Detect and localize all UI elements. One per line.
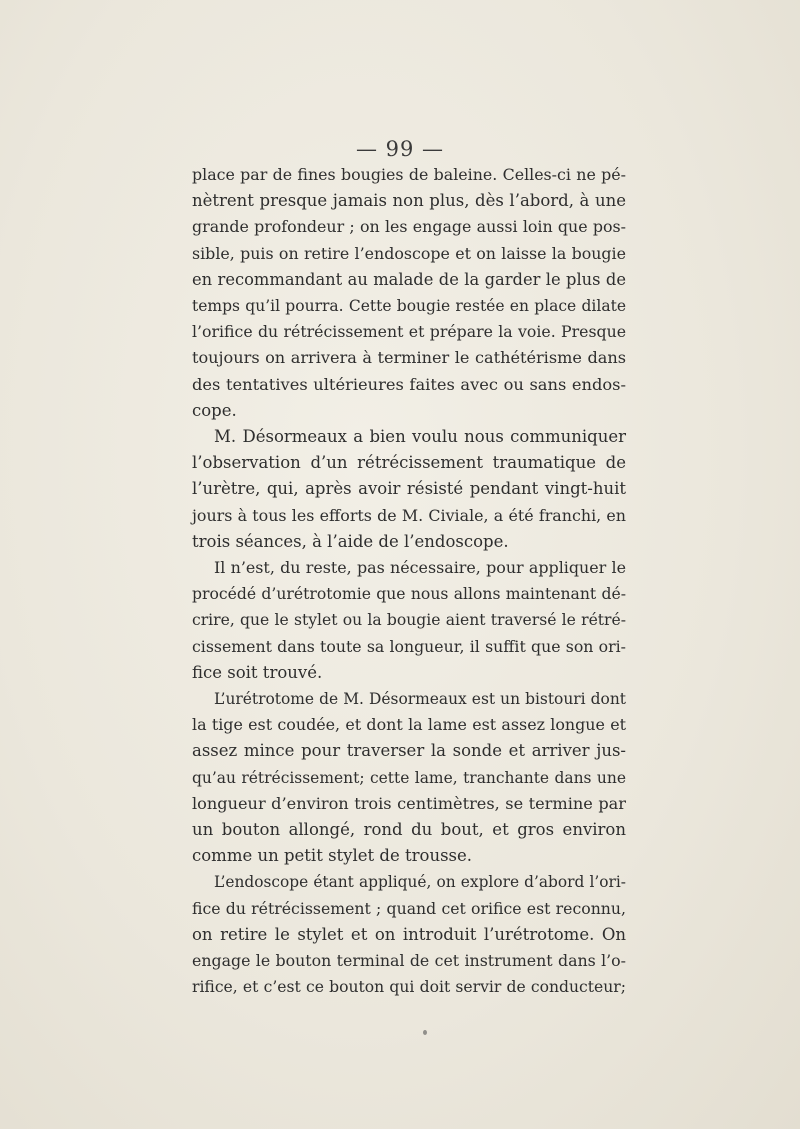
ink-speck (423, 1030, 427, 1035)
text-line: nètrent presque jamais non plus, dès l’abord, à une (192, 191, 626, 211)
paragraph-2 (192, 424, 626, 555)
text-line: l’orifice du rétrécissement et prépare la voie. Presque (192, 322, 626, 342)
text-line: L’endoscope étant appliqué, on explore d’abord l’ori- (214, 873, 626, 892)
text-line: sible, puis on retire l’endoscope et on laisse la bougie (192, 243, 626, 263)
text-line: longueur d’environ trois centimètres, se termine par (192, 793, 626, 813)
text-line: jours à tous les efforts de M. Civiale, a été franchi, en (192, 505, 626, 525)
text-line: on retire le stylet et on introduit l’urétrotome. On (192, 924, 626, 944)
text-line: Il n’est, du reste, pas nécessaire, pour appliquer le (214, 558, 626, 578)
text-line: la tige est coudée, et dont la lame est assez longue et (192, 715, 626, 735)
text-line: assez mince pour traverser la sonde et arriver jus- (192, 741, 626, 761)
text-line: procédé d’urétrotomie que nous allons maintenant dé- (192, 585, 626, 604)
text-line: engage le bouton terminal de cet instrument dans l’o- (192, 951, 626, 971)
text-line: l’urètre, qui, après avoir résisté pendant vingt-huit (192, 479, 626, 499)
text-line: fice du rétrécissement ; quand cet orifice est reconnu, (192, 898, 626, 918)
text-line: grande profondeur ; on les engage aussi loin que pos- (192, 217, 626, 237)
text-line: des tentatives ultérieures faites avec ou sans endos- (192, 374, 626, 394)
text-line: place par de fines bougies de baleine. Celles-ci ne pé- (192, 165, 626, 184)
paragraph-3 (192, 555, 626, 686)
text-line: trois séances, à l’aide de l’endoscope. (192, 531, 509, 551)
paragraph-4 (192, 686, 626, 869)
text-line: temps qu’il pourra. Cette bougie restée en place dilate (192, 297, 626, 316)
text-line: en recommandant au malade de la garder le plus de (192, 269, 626, 289)
text-line: toujours on arrivera à terminer le cathétérisme dans (192, 348, 626, 368)
text-line: rifice, et c’est ce bouton qui doit servir de conducteur; (192, 978, 626, 997)
text-line: cissement dans toute sa longueur, il suffit que son ori- (192, 636, 626, 656)
text-line: l’observation d’un rétrécissement traumatique de (192, 453, 626, 473)
text-line: fice soit trouvé. (192, 662, 323, 682)
paragraph-5 (192, 869, 626, 1000)
text-line: L’urétrotome de M. Désormeaux est un bistouri dont (214, 690, 626, 709)
text-line: M. Désormeaux a bien voulu nous communiquer (214, 427, 626, 447)
text-line: crire, que le stylet ou la bougie aient traversé le rétré- (192, 611, 626, 630)
text-line: comme un petit stylet de trousse. (192, 846, 473, 866)
page-number: — 99 — (355, 137, 445, 161)
text-line: un bouton allongé, rond du bout, et gros environ (192, 820, 626, 840)
text-line: cope. (192, 400, 237, 420)
paragraph-1 (192, 162, 626, 424)
text-line: qu’au rétrécissement; cette lame, tranchante dans une (192, 768, 626, 787)
body-text (192, 162, 626, 1001)
